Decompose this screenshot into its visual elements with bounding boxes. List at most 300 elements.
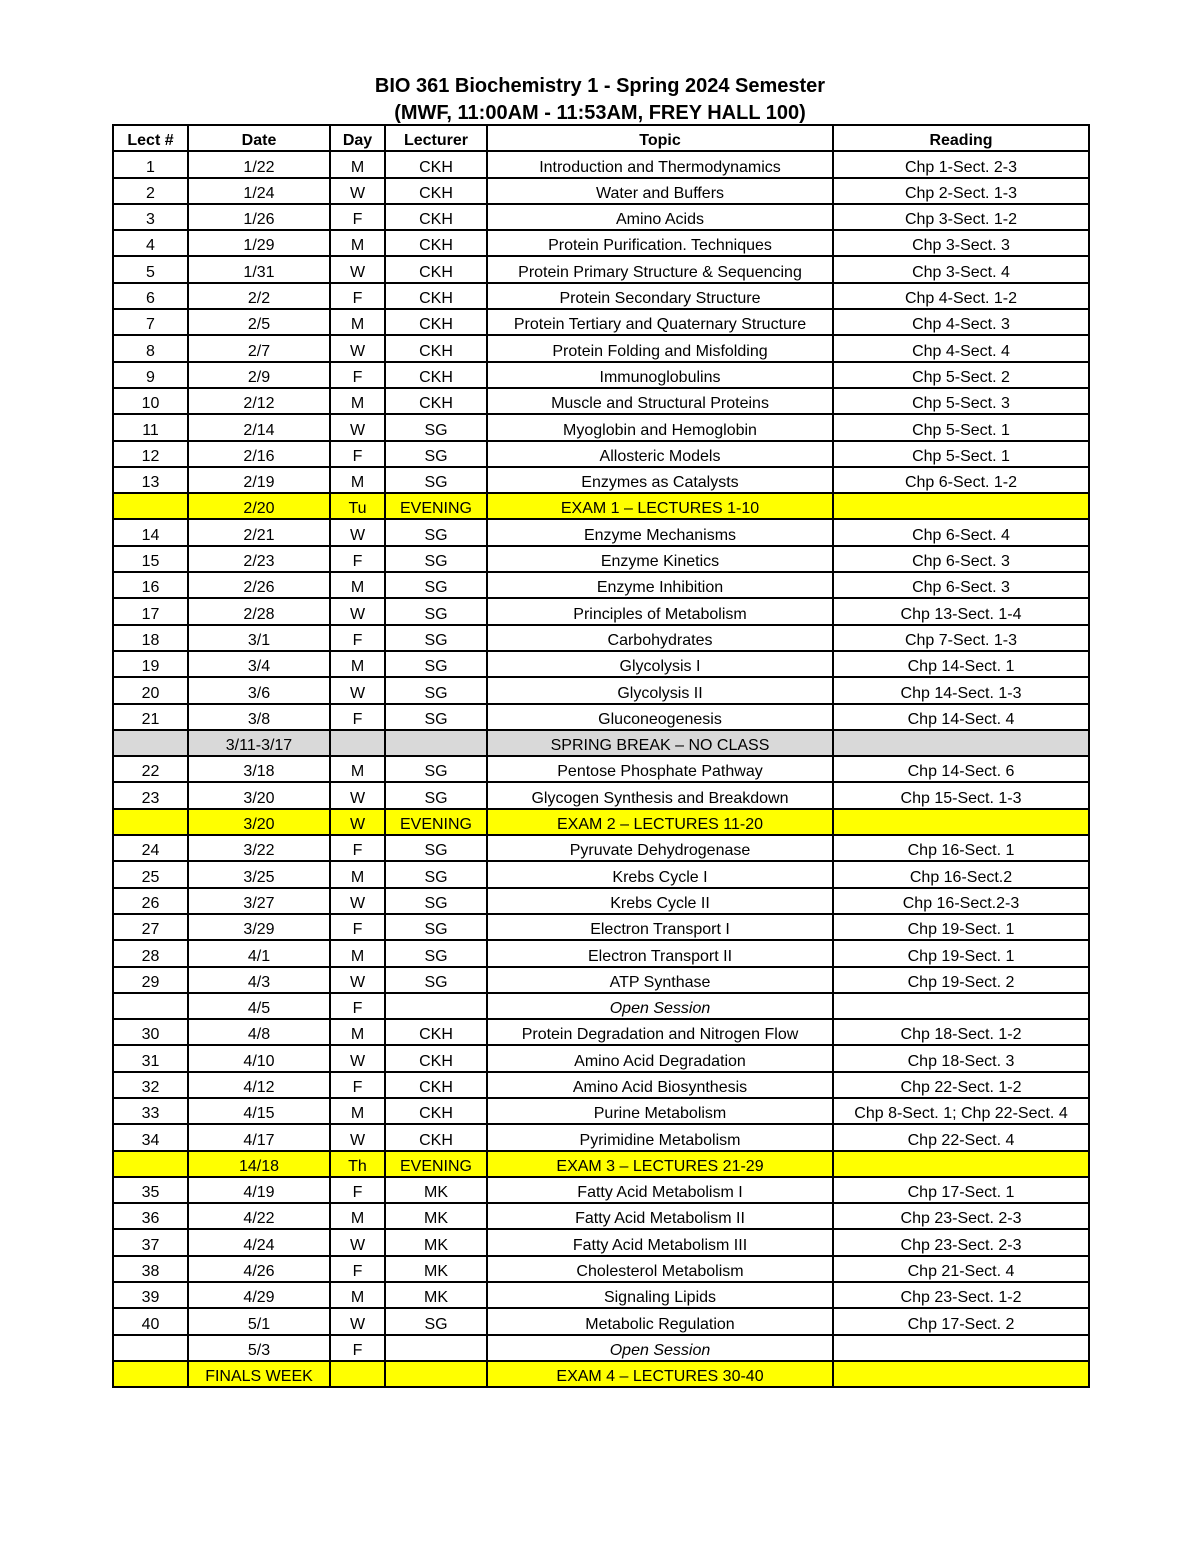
cell-reading: Chp 23-Sect. 2-3 [833, 1203, 1089, 1229]
cell-lect: 35 [113, 1177, 188, 1203]
table-row [113, 1098, 1089, 1124]
table-row [113, 940, 1089, 966]
cell-lecturer: SG [385, 967, 487, 993]
cell-topic: Fatty Acid Metabolism I [487, 1177, 833, 1203]
cell-lect: 11 [113, 414, 188, 440]
cell-lecturer: SG [385, 467, 487, 493]
cell-lecturer: CKH [385, 178, 487, 204]
cell-topic: Amino Acid Biosynthesis [487, 1072, 833, 1098]
cell-topic: Enzyme Kinetics [487, 546, 833, 572]
cell-day: W [330, 256, 385, 282]
cell-topic: Amino Acids [487, 204, 833, 230]
cell-day: W [330, 967, 385, 993]
cell-day: W [330, 178, 385, 204]
cell-lect [113, 809, 188, 835]
cell-date: 1/29 [188, 230, 330, 256]
cell-date: 3/11-3/17 [188, 730, 330, 756]
cell-topic: EXAM 1 – LECTURES 1-10 [487, 493, 833, 519]
cell-reading: Chp 2-Sect. 1-3 [833, 178, 1089, 204]
cell-topic: Amino Acid Degradation [487, 1045, 833, 1071]
cell-reading: Chp 5-Sect. 2 [833, 362, 1089, 388]
cell-topic: Open Session [487, 1335, 833, 1361]
table-row [113, 598, 1089, 624]
cell-lecturer: CKH [385, 309, 487, 335]
cell-topic: Pyruvate Dehydrogenase [487, 835, 833, 861]
cell-lect: 13 [113, 467, 188, 493]
cell-day: W [330, 1045, 385, 1071]
cell-topic: EXAM 3 – LECTURES 21-29 [487, 1151, 833, 1177]
cell-reading: Chp 4-Sect. 4 [833, 335, 1089, 361]
col-header-lect: Lect # [113, 125, 188, 151]
cell-day: W [330, 888, 385, 914]
cell-lect: 34 [113, 1124, 188, 1150]
table-row [113, 1151, 1089, 1177]
cell-date: 2/20 [188, 493, 330, 519]
cell-reading: Chp 5-Sect. 1 [833, 414, 1089, 440]
table-row [113, 546, 1089, 572]
cell-lect: 21 [113, 704, 188, 730]
cell-lecturer: CKH [385, 230, 487, 256]
cell-day: Tu [330, 493, 385, 519]
cell-date: 4/29 [188, 1282, 330, 1308]
table-row [113, 441, 1089, 467]
table-row [113, 283, 1089, 309]
cell-reading: Chp 19-Sect. 2 [833, 967, 1089, 993]
cell-day: M [330, 1019, 385, 1045]
cell-lect: 28 [113, 940, 188, 966]
cell-day: F [330, 1335, 385, 1361]
cell-date: 3/22 [188, 835, 330, 861]
cell-date: 4/19 [188, 1177, 330, 1203]
cell-reading: Chp 16-Sect.2 [833, 861, 1089, 887]
cell-day: W [330, 414, 385, 440]
schedule-table [112, 124, 1090, 1388]
cell-day: M [330, 651, 385, 677]
cell-topic: SPRING BREAK – NO CLASS [487, 730, 833, 756]
cell-lect: 26 [113, 888, 188, 914]
table-row [113, 519, 1089, 545]
col-header-topic: Topic [487, 125, 833, 151]
cell-lecturer: CKH [385, 283, 487, 309]
cell-lect [113, 730, 188, 756]
cell-reading: Chp 6-Sect. 1-2 [833, 467, 1089, 493]
cell-topic: Open Session [487, 993, 833, 1019]
cell-reading: Chp 15-Sect. 1-3 [833, 782, 1089, 808]
cell-lecturer: CKH [385, 204, 487, 230]
cell-day: M [330, 572, 385, 598]
cell-date: 4/1 [188, 940, 330, 966]
cell-reading [833, 1335, 1089, 1361]
cell-date: 1/31 [188, 256, 330, 282]
cell-date: 3/20 [188, 782, 330, 808]
cell-lect: 8 [113, 335, 188, 361]
cell-topic: Protein Folding and Misfolding [487, 335, 833, 361]
table-row [113, 625, 1089, 651]
cell-date: 2/9 [188, 362, 330, 388]
cell-day: W [330, 1308, 385, 1334]
cell-reading: Chp 19-Sect. 1 [833, 914, 1089, 940]
cell-day: F [330, 441, 385, 467]
cell-lect: 12 [113, 441, 188, 467]
cell-day [330, 1361, 385, 1387]
cell-date: 4/3 [188, 967, 330, 993]
cell-lect: 29 [113, 967, 188, 993]
cell-reading [833, 730, 1089, 756]
cell-lect: 15 [113, 546, 188, 572]
cell-lect: 10 [113, 388, 188, 414]
cell-date: 4/24 [188, 1229, 330, 1255]
cell-date: 4/10 [188, 1045, 330, 1071]
cell-topic: Gluconeogenesis [487, 704, 833, 730]
cell-lecturer: SG [385, 441, 487, 467]
cell-topic: Signaling Lipids [487, 1282, 833, 1308]
cell-reading: Chp 4-Sect. 1-2 [833, 283, 1089, 309]
cell-day [330, 730, 385, 756]
cell-topic: Enzymes as Catalysts [487, 467, 833, 493]
cell-reading: Chp 18-Sect. 3 [833, 1045, 1089, 1071]
cell-topic: Krebs Cycle I [487, 861, 833, 887]
cell-lect: 39 [113, 1282, 188, 1308]
cell-date: 3/27 [188, 888, 330, 914]
cell-date: 4/15 [188, 1098, 330, 1124]
cell-reading: Chp 3-Sect. 1-2 [833, 204, 1089, 230]
col-header-day: Day [330, 125, 385, 151]
cell-lecturer: SG [385, 888, 487, 914]
cell-lecturer: SG [385, 598, 487, 624]
cell-reading: Chp 1-Sect. 2-3 [833, 151, 1089, 177]
cell-lecturer: CKH [385, 362, 487, 388]
table-row [113, 204, 1089, 230]
cell-lect: 32 [113, 1072, 188, 1098]
table-row [113, 1335, 1089, 1361]
cell-lecturer [385, 993, 487, 1019]
table-row [113, 967, 1089, 993]
table-row [113, 914, 1089, 940]
cell-day: F [330, 835, 385, 861]
cell-topic: Krebs Cycle II [487, 888, 833, 914]
cell-lecturer: SG [385, 414, 487, 440]
cell-day: F [330, 204, 385, 230]
cell-date: 2/21 [188, 519, 330, 545]
cell-day: W [330, 1229, 385, 1255]
cell-day: F [330, 546, 385, 572]
cell-lect: 9 [113, 362, 188, 388]
table-row [113, 651, 1089, 677]
cell-topic: Muscle and Structural Proteins [487, 388, 833, 414]
table-row [113, 178, 1089, 204]
cell-lecturer: MK [385, 1256, 487, 1282]
table-row [113, 704, 1089, 730]
cell-lecturer: SG [385, 835, 487, 861]
cell-date: 1/26 [188, 204, 330, 230]
cell-date: 4/12 [188, 1072, 330, 1098]
cell-reading: Chp 13-Sect. 1-4 [833, 598, 1089, 624]
cell-lect: 27 [113, 914, 188, 940]
cell-date: 3/1 [188, 625, 330, 651]
cell-lecturer: CKH [385, 1098, 487, 1124]
cell-date: 2/5 [188, 309, 330, 335]
cell-reading: Chp 14-Sect. 4 [833, 704, 1089, 730]
cell-lecturer: CKH [385, 1045, 487, 1071]
cell-lecturer: CKH [385, 1019, 487, 1045]
cell-lect: 14 [113, 519, 188, 545]
cell-day: M [330, 1203, 385, 1229]
cell-lecturer: EVENING [385, 493, 487, 519]
cell-lecturer: CKH [385, 151, 487, 177]
cell-day: W [330, 519, 385, 545]
cell-day: M [330, 1282, 385, 1308]
table-row [113, 362, 1089, 388]
cell-date: 2/12 [188, 388, 330, 414]
cell-day: F [330, 1177, 385, 1203]
cell-lecturer: EVENING [385, 809, 487, 835]
cell-reading [833, 1361, 1089, 1387]
cell-lecturer: SG [385, 704, 487, 730]
cell-lecturer: SG [385, 756, 487, 782]
cell-reading: Chp 23-Sect. 2-3 [833, 1229, 1089, 1255]
cell-date: 3/29 [188, 914, 330, 940]
cell-lect: 37 [113, 1229, 188, 1255]
cell-lect [113, 993, 188, 1019]
cell-lecturer: CKH [385, 1124, 487, 1150]
cell-topic: Cholesterol Metabolism [487, 1256, 833, 1282]
table-row [113, 1229, 1089, 1255]
cell-lecturer: CKH [385, 256, 487, 282]
cell-day: W [330, 598, 385, 624]
cell-topic: Electron Transport II [487, 940, 833, 966]
cell-reading: Chp 6-Sect. 3 [833, 572, 1089, 598]
cell-lecturer: SG [385, 546, 487, 572]
col-header-date: Date [188, 125, 330, 151]
cell-date: 3/25 [188, 861, 330, 887]
cell-lect: 19 [113, 651, 188, 677]
table-row [113, 1124, 1089, 1150]
cell-date: 2/19 [188, 467, 330, 493]
cell-day: M [330, 756, 385, 782]
cell-lect: 2 [113, 178, 188, 204]
cell-topic: Myoglobin and Hemoglobin [487, 414, 833, 440]
table-row [113, 1045, 1089, 1071]
table-row [113, 256, 1089, 282]
cell-date: 1/22 [188, 151, 330, 177]
cell-day: M [330, 940, 385, 966]
col-header-lecturer: Lecturer [385, 125, 487, 151]
cell-reading: Chp 17-Sect. 1 [833, 1177, 1089, 1203]
cell-reading [833, 493, 1089, 519]
table-row [113, 151, 1089, 177]
table-row [113, 414, 1089, 440]
table-row [113, 467, 1089, 493]
cell-lect: 1 [113, 151, 188, 177]
cell-reading: Chp 14-Sect. 1-3 [833, 677, 1089, 703]
cell-day: M [330, 230, 385, 256]
cell-date: FINALS WEEK [188, 1361, 330, 1387]
cell-date: 4/17 [188, 1124, 330, 1150]
cell-date: 2/14 [188, 414, 330, 440]
cell-date: 2/26 [188, 572, 330, 598]
cell-topic: Enzyme Inhibition [487, 572, 833, 598]
cell-reading [833, 809, 1089, 835]
cell-topic: Electron Transport I [487, 914, 833, 940]
cell-lect: 17 [113, 598, 188, 624]
table-row [113, 1072, 1089, 1098]
cell-lect: 5 [113, 256, 188, 282]
cell-date: 1/24 [188, 178, 330, 204]
table-row [113, 493, 1089, 519]
cell-day: W [330, 1124, 385, 1150]
cell-lecturer: SG [385, 651, 487, 677]
cell-topic: Water and Buffers [487, 178, 833, 204]
table-row [113, 1256, 1089, 1282]
cell-reading: Chp 6-Sect. 4 [833, 519, 1089, 545]
cell-topic: Protein Primary Structure & Sequencing [487, 256, 833, 282]
cell-reading: Chp 7-Sect. 1-3 [833, 625, 1089, 651]
cell-lecturer: SG [385, 625, 487, 651]
cell-lect [113, 1361, 188, 1387]
cell-topic: Glycogen Synthesis and Breakdown [487, 782, 833, 808]
table-row [113, 730, 1089, 756]
cell-reading: Chp 3-Sect. 4 [833, 256, 1089, 282]
cell-topic: Fatty Acid Metabolism III [487, 1229, 833, 1255]
table-row [113, 993, 1089, 1019]
cell-lect: 23 [113, 782, 188, 808]
table-row [113, 309, 1089, 335]
cell-reading: Chp 5-Sect. 3 [833, 388, 1089, 414]
cell-reading [833, 993, 1089, 1019]
cell-day: F [330, 625, 385, 651]
cell-topic: Fatty Acid Metabolism II [487, 1203, 833, 1229]
cell-lect: 4 [113, 230, 188, 256]
cell-reading [833, 1151, 1089, 1177]
cell-date: 2/2 [188, 283, 330, 309]
cell-topic: Glycolysis I [487, 651, 833, 677]
cell-reading: Chp 14-Sect. 1 [833, 651, 1089, 677]
cell-topic: EXAM 2 – LECTURES 11-20 [487, 809, 833, 835]
cell-day: Th [330, 1151, 385, 1177]
cell-reading: Chp 6-Sect. 3 [833, 546, 1089, 572]
cell-day: F [330, 1256, 385, 1282]
table-row [113, 1308, 1089, 1334]
cell-reading: Chp 21-Sect. 4 [833, 1256, 1089, 1282]
cell-lect: 30 [113, 1019, 188, 1045]
cell-date: 14/18 [188, 1151, 330, 1177]
cell-reading: Chp 3-Sect. 3 [833, 230, 1089, 256]
cell-reading: Chp 16-Sect.2-3 [833, 888, 1089, 914]
table-header-row [113, 125, 1089, 151]
cell-lecturer: MK [385, 1282, 487, 1308]
cell-reading: Chp 16-Sect. 1 [833, 835, 1089, 861]
cell-date: 3/4 [188, 651, 330, 677]
table-row [113, 1282, 1089, 1308]
cell-date: 4/8 [188, 1019, 330, 1045]
table-row [113, 1177, 1089, 1203]
table-row [113, 1361, 1089, 1387]
cell-date: 2/23 [188, 546, 330, 572]
cell-day: W [330, 677, 385, 703]
cell-topic: Carbohydrates [487, 625, 833, 651]
cell-lect: 22 [113, 756, 188, 782]
cell-topic: Protein Degradation and Nitrogen Flow [487, 1019, 833, 1045]
cell-lect: 7 [113, 309, 188, 335]
schedule-body [113, 151, 1089, 1387]
cell-date: 5/3 [188, 1335, 330, 1361]
cell-day: F [330, 704, 385, 730]
table-row [113, 335, 1089, 361]
cell-topic: Protein Tertiary and Quaternary Structure [487, 309, 833, 335]
cell-day: F [330, 1072, 385, 1098]
cell-reading: Chp 18-Sect. 1-2 [833, 1019, 1089, 1045]
table-row [113, 1019, 1089, 1045]
cell-lecturer: SG [385, 782, 487, 808]
cell-reading: Chp 5-Sect. 1 [833, 441, 1089, 467]
cell-lect: 20 [113, 677, 188, 703]
cell-reading: Chp 22-Sect. 4 [833, 1124, 1089, 1150]
cell-topic: Principles of Metabolism [487, 598, 833, 624]
cell-date: 5/1 [188, 1308, 330, 1334]
cell-day: M [330, 1098, 385, 1124]
cell-date: 4/5 [188, 993, 330, 1019]
cell-lecturer [385, 730, 487, 756]
cell-topic: Pentose Phosphate Pathway [487, 756, 833, 782]
table-row [113, 388, 1089, 414]
cell-date: 2/7 [188, 335, 330, 361]
cell-lecturer: SG [385, 1308, 487, 1334]
cell-lect: 25 [113, 861, 188, 887]
cell-reading: Chp 8-Sect. 1; Chp 22-Sect. 4 [833, 1098, 1089, 1124]
cell-lecturer: SG [385, 572, 487, 598]
cell-lecturer: MK [385, 1229, 487, 1255]
cell-lecturer: EVENING [385, 1151, 487, 1177]
cell-topic: Allosteric Models [487, 441, 833, 467]
table-row [113, 677, 1089, 703]
cell-lecturer: SG [385, 519, 487, 545]
cell-lect: 16 [113, 572, 188, 598]
cell-date: 3/6 [188, 677, 330, 703]
cell-topic: Protein Purification. Techniques [487, 230, 833, 256]
table-row [113, 835, 1089, 861]
cell-topic: EXAM 4 – LECTURES 30-40 [487, 1361, 833, 1387]
cell-day: W [330, 335, 385, 361]
cell-topic: Purine Metabolism [487, 1098, 833, 1124]
table-row [113, 809, 1089, 835]
page-subtitle: (MWF, 11:00AM - 11:53AM, FREY HALL 100) [394, 102, 806, 124]
cell-date: 2/16 [188, 441, 330, 467]
cell-lecturer: SG [385, 914, 487, 940]
cell-lect: 24 [113, 835, 188, 861]
cell-topic: Introduction and Thermodynamics [487, 151, 833, 177]
cell-topic: Metabolic Regulation [487, 1308, 833, 1334]
cell-reading: Chp 23-Sect. 1-2 [833, 1282, 1089, 1308]
cell-lecturer: CKH [385, 1072, 487, 1098]
table-row [113, 782, 1089, 808]
cell-lecturer [385, 1361, 487, 1387]
cell-topic: Protein Secondary Structure [487, 283, 833, 309]
cell-day: M [330, 388, 385, 414]
cell-lect [113, 1335, 188, 1361]
cell-date: 3/8 [188, 704, 330, 730]
cell-topic: Pyrimidine Metabolism [487, 1124, 833, 1150]
cell-lecturer: MK [385, 1177, 487, 1203]
cell-lecturer: CKH [385, 388, 487, 414]
cell-date: 3/18 [188, 756, 330, 782]
cell-topic: Glycolysis II [487, 677, 833, 703]
cell-day: F [330, 283, 385, 309]
cell-reading: Chp 4-Sect. 3 [833, 309, 1089, 335]
cell-lect [113, 1151, 188, 1177]
cell-lect: 33 [113, 1098, 188, 1124]
table-row [113, 1203, 1089, 1229]
cell-lect: 38 [113, 1256, 188, 1282]
